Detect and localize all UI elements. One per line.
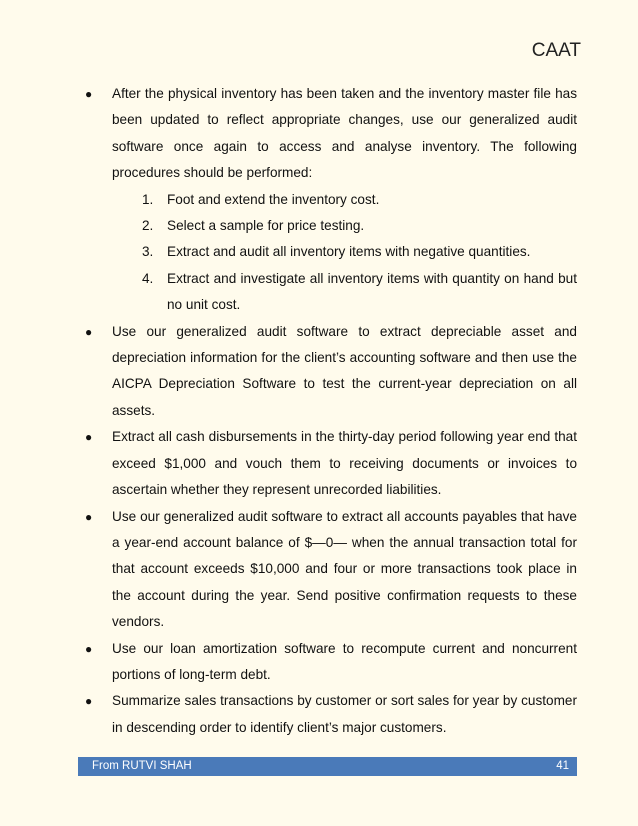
step-number: 3. (142, 244, 154, 260)
list-item (85, 81, 577, 319)
bullet-icon: ● (85, 324, 93, 339)
step-item (142, 239, 577, 265)
bullet-icon: ● (85, 430, 93, 445)
list-item-text: Extract all cash disbursements in the thirty-day period following year end that exceed $1,000 and vouch them to receiving documents or invoices to ascertain whether they represent unrecorded liabilities. (112, 429, 577, 498)
list-item (85, 424, 577, 503)
list-item (85, 688, 577, 741)
list-item (85, 504, 577, 636)
footer-author: From RUTVI SHAH (92, 760, 192, 772)
list-item-text: Use our generalized audit software to extract depreciable asset and depreciation information for the client’s accounting software and then use the AICPA Depreciation Software to test the current-year depreciation on all assets. (112, 323, 577, 418)
step-text: Extract and audit all inventory items with negative quantities. (167, 244, 531, 260)
step-text: Extract and investigate all inventory items with quantity on hand but no unit cost. (167, 270, 577, 313)
step-item (142, 213, 577, 239)
inventory-steps-list (112, 187, 577, 319)
procedure-list (85, 81, 577, 741)
list-item (85, 319, 577, 425)
step-number: 2. (142, 218, 154, 234)
bullet-icon: ● (85, 87, 93, 101)
step-item (142, 266, 577, 319)
list-item-text: Use our loan amortization software to recompute current and noncurrent portions of long-term debt. (112, 640, 577, 682)
list-item-text: Use our generalized audit software to extract all accounts payables that have a year-end account balance of $—0— when the annual transaction total for that account exceeds $10,000 and four or more transactions took place in the account during the year. Send positive confirmation requests to these vendors. (112, 508, 577, 630)
bullet-icon: ● (85, 509, 93, 524)
page-content (85, 81, 577, 741)
page-footer (78, 757, 577, 776)
page-number: 41 (556, 760, 569, 772)
step-number: 1. (142, 191, 154, 207)
step-text: Foot and extend the inventory cost. (167, 191, 380, 207)
step-number: 4. (142, 270, 154, 286)
list-item (85, 636, 577, 689)
bullet-icon: ● (85, 694, 93, 709)
bullet-icon: ● (85, 641, 93, 656)
list-item-text: After the physical inventory has been taken and the inventory master file has been updated to reflect appropriate changes, use our generalized audit software once again to access and analyse inventory. The following procedures should be performed: (112, 86, 577, 181)
step-item (142, 187, 577, 213)
page-header-title: CAAT (531, 40, 581, 61)
step-text: Select a sample for price testing. (167, 218, 365, 234)
list-item-text: Summarize sales transactions by customer or sort sales for year by customer in descending order to identify client’s major customers. (112, 693, 577, 735)
